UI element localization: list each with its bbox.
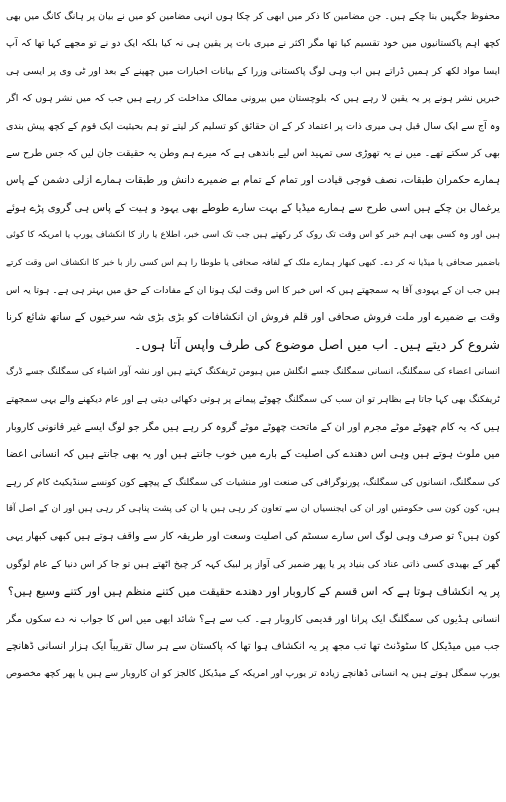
text-line: ہمارے حکمران طبقات، نصف فوجی قیادت اور تمام کے تمام بے ضمیرے دانش ور طبقات ہمارے ازلی دشمن کے پاس <box>6 174 500 187</box>
text-line: بھی کر سکتے تھے۔ میں نے یہ تھوڑی سی تمہید اس لیے باندھی ہے کہ میرے ہم وطن یہ حقیقت جان لیں کہ جس طرح سے <box>6 147 500 159</box>
article-body <box>6 3 500 688</box>
text-line: ٹریفکنگ بھی کہا جاتا ہے بظاہر تو ان سب کی سمگلنگ چھوٹے پیمانے پر ہوتی دکھائی دیتی ہے اور عام دیکھنے والے یہی سمجھتے <box>6 394 500 406</box>
text-line: وہ آج سے ایک سال قبل ہی میری ذات پر اعتماد کر کے ان حقائق کو تسلیم کر لیتے تو ہم بحیثیت ایک قوم کے کچھ پیش بندی <box>6 120 500 132</box>
text-line: ہیں جب ان کے یہودی آقا یہ سمجھتے ہیں کہ اس خبر کا اس وقت لیک ہونا ان کے مفادات کے حق میں بہتر ہی ہے۔ ہوتا یہ اس <box>6 284 500 296</box>
text-line: محفوظ جگہیں بنا چکے ہیں۔ جن مضامین کا ذکر میں ابھی کر چکا ہوں انہی مضامین کو میں نے بیان پر ہانگ کانگ میں بھی <box>6 11 500 22</box>
text-line: وقت بے ضمیرے اور ملت فروش صحافی اور قلم فروش ان انکشافات کو بڑی بڑی شہ سرخیوں کے ساتھ شائع کرنا <box>6 311 500 324</box>
text-line: ہیں کہ یہ کام چھوٹے موٹے مجرم اور ان کے ماتحت چھوٹے موٹے گروہ کر رہے ہیں مگر جو لوگ ایسے غیر قانونی کاروبار <box>6 421 500 433</box>
text-line: ہیں، کون کون سی حکومتیں اور ان کی ایجنسیاں ان سے تعاون کر رہی ہیں یا ان کی پشت پناہی کر رہی ہیں اور ان کے اصل آقا <box>6 504 500 515</box>
text-line: انسانی ہڈیوں کی سمگلنگ ایک پرانا اور قدیمی کاروبار ہے۔ کب سے ہے؟ شائد ابھی میں اس کا جواب نہ دے سکوں مگر <box>6 613 500 625</box>
text-line: باضمیر صحافی یا میڈیا نہ کر دے۔ کبھی کبھار ہمارے ملک کے لفافہ صحافی یا طوطا را ہم اس کسی راز با خبر کا انکشاف اس وقت کرتے <box>6 257 500 268</box>
text-line: کچھ اہم پاکستانیوں میں خود تقسیم کیا تھا مگر اکثر نے میری بات پر یقین ہی نہ کیا بلکہ ایک دو نے تو مجھے کہا تھا کہ آپ <box>6 38 500 50</box>
text-line: ہیں اور وہ کسی بھی اہم خبر کو اس وقت تک روک کر رکھتے ہیں جب تک اسی خبر، اطلاع یا راز کا انکشاف یورپ یا امریکہ کا کوئی <box>6 230 500 241</box>
paragraph-end-line: شروع کر دیتے ہیں۔ اب میں اصل موضوع کی طرف واپس آتا ہوں۔ <box>133 337 500 353</box>
text-line: یرغمال بن چکے ہیں اسی طرح سے ہمارے میڈیا کے بہت سارے طوطے بھی یہود و ہیت کے پاس ہی گروی پڑے ہوئے <box>6 201 500 214</box>
text-line: جب میں میڈیکل کا سٹوڈنٹ تھا تب مجھ پر یہ انکشاف ہوا تھا کہ پاکستان سے ہر سال تقریباً ایک ہزار انسانی ڈھانچے <box>6 640 500 652</box>
paragraph-end-line: پر یہ انکشاف ہوتا ہے کہ اس قسم کے کاروبار اور دھندے حقیقت میں کتنے منظم ہیں اور کتنے وسیع ہیں؟ <box>7 585 500 599</box>
text-line: انسانی اعضاء کی سمگلنگ، انسانی سمگلنگ جسے انگلش میں ہیومن ٹریفکنگ کہتے ہیں اور نشہ آور اشیاء کی سمگلنگ جسے ڈرگ <box>6 367 500 378</box>
text-line: کون ہیں؟ تو صرف وہی لوگ اس سارے سسٹم کی اصلیت وسعت اور طریقہ کار سے واقف ہوتے ہیں کبھی کبھار یہی <box>6 531 500 543</box>
text-line: یورپ سمگل ہوتے ہیں یہ انسانی ڈھانچے زیادہ تر یورپ اور امریکہ کے میڈیکل کالجز کو ان کاروبار سے ہیں یا پھر کچھ مخصوص <box>6 668 500 680</box>
text-line: گھر کے بھیدی کسی ذاتی عناد کی بنیاد پر یا پھر ضمیر کی آواز پر لبیک کہہ کر چیخ اٹھتے ہیں تو جا کر اس دنیا کے عام لوگوں <box>6 558 500 570</box>
text-line: ایسا مواد لکھ کر ہمیں ڈراتے ہیں اب وہی لوگ پاکستانی وزرا کے بیانات اخبارات میں چھپنے کے بعد اور ٹی وی پر ایسی ہی <box>6 65 500 77</box>
text-line: میں ملوث ہوتے ہیں وہی اس دھندے کی اصلیت کے بارے میں خوب جانتے ہیں اور یہ بھی جانتے ہیں کہ انسانی اعضا <box>6 448 500 461</box>
text-line: کی سمگلنگ، انسانوں کی سمگلنگ، پورنوگرافی کی صنعت اور منشیات کی سمگلنگ کے پیچھے کون کونسے سنڈیکیٹ کام کر رہے <box>6 476 500 488</box>
text-line: خبریں نشر ہونے پر یہ یقین لا رہے ہیں کہ بلوچستان میں بیرونی ممالک مداخلت کر رہے ہیں جب کہ میں نشر ہوں کہ اگر <box>6 93 500 105</box>
